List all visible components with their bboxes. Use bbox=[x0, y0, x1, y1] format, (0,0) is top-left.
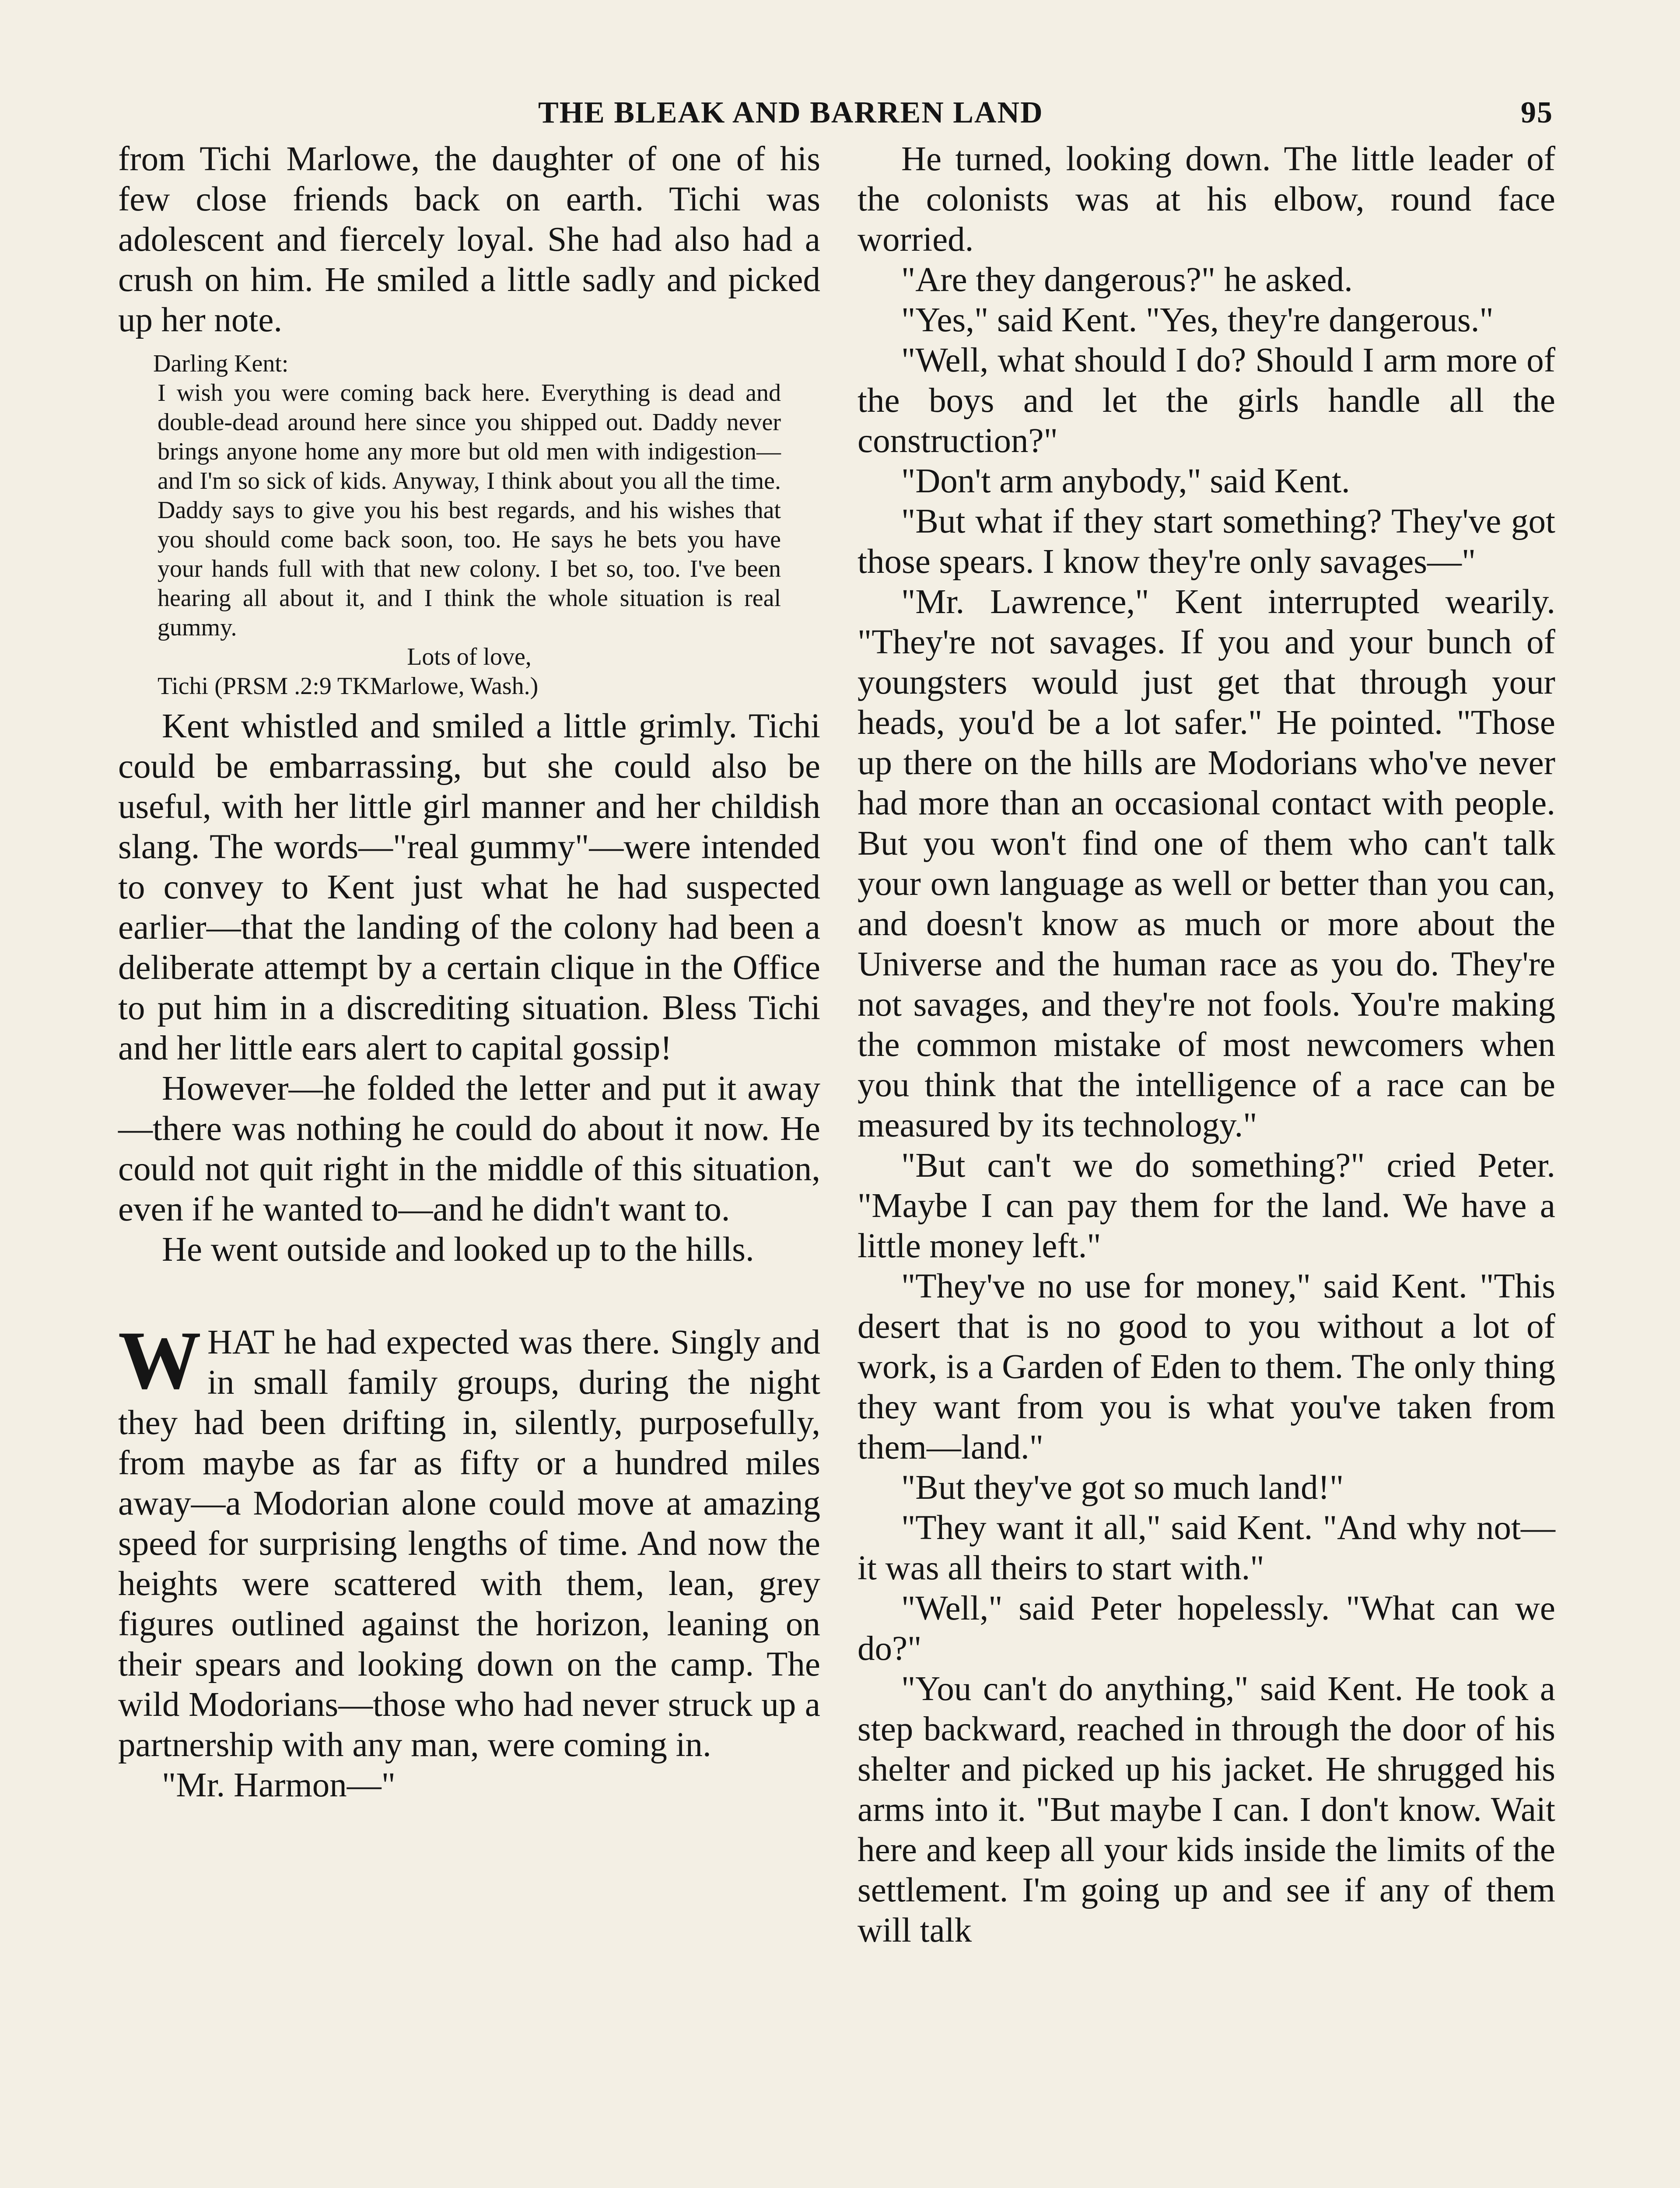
paragraph: from Tichi Marlowe, the daughter of one of his few close friends back on earth. Tichi was adolescent and fiercely loyal. She had also had a crush on him. He smiled a little sadly and picked up her note. bbox=[118, 140, 820, 339]
paragraph: "But can't we do something?" cried Peter. "Maybe I can pay them for the land. We have a little money left." bbox=[858, 1147, 1555, 1265]
letter-signature: Tichi (PRSM .2:9 TKMarlowe, Wash.) bbox=[158, 673, 539, 700]
paragraph: "Are they dangerous?" he asked. bbox=[901, 261, 1353, 299]
left-column bbox=[118, 139, 820, 2188]
right-column bbox=[858, 139, 1555, 2188]
paragraph: "But what if they start something? They've got those spears. I know they're only savages—" bbox=[858, 502, 1555, 581]
paragraph: "Mr. Lawrence," Kent interrupted wearily. "They're not savages. If you and your bunch of youngsters would just get that through your heads, you'd be a lot safer." He pointed. "Those up there on the hills are Modorians who've never had more than an occasional contact with people. But you won't find one of them who can't talk your own language as well or better than you can, and doesn't know as much or more about the Universe and the human race as you do. They're not savages, and they're not fools. You're making the common mistake of most newcomers when you think that the intelligence of a race can be measured by its technology." bbox=[858, 583, 1555, 1144]
paragraph: "They've no use for money," said Kent. "This desert that is no good to you without a lot of work, is a Garden of Eden to them. The only thing they want from you is what you've taken from them—land." bbox=[858, 1267, 1555, 1466]
page-header bbox=[538, 95, 1553, 130]
paragraph: "Don't arm anybody," said Kent. bbox=[901, 462, 1350, 500]
paragraph: "But they've got so much land!" bbox=[901, 1469, 1344, 1507]
paragraph-dropcap bbox=[118, 1315, 820, 1765]
letter-closing: Lots of love, bbox=[407, 643, 532, 670]
letter-note bbox=[153, 349, 781, 701]
paragraph: "Well," said Peter hopelessly. "What can we do?" bbox=[858, 1589, 1555, 1668]
paragraph: "You can't do anything," said Kent. He took a step backward, reached in through the door of his shelter and picked up his jacket. He shrugged his arms into it. "But maybe I can. I don't know. Wait here and keep all your kids inside the limits of the settlement. I'm going up and see if any of them will talk bbox=[858, 1670, 1555, 1950]
paragraph-text: HAT he had expected was there. Singly and in small family groups, during the night they had been drifting in, silently, purposefully, from maybe as far as fifty or a hundred miles away—a Modorian alone could move at amazing speed for surprising lengths of time. And now the heights were scattered with them, lean, grey figures outlined against the horizon, leaning on their spears and looking down on the camp. The wild Modorians—those who had never struck up a partnership with any man, were coming in. bbox=[118, 1323, 820, 1764]
paragraph: He turned, looking down. The little leader of the colonists was at his elbow, round face worried. bbox=[858, 140, 1555, 259]
paragraph: "Well, what should I do? Should I arm more of the boys and let the girls handle all the construction?" bbox=[858, 341, 1555, 460]
letter-body: I wish you were coming back here. Everything is dead and double-dead around here since you shipped out. Daddy never brings anyone home any more but old men with indigestion—and I'm so sick of kids. Anyway, I think about you all the time. Daddy says to give you his best regards, and his wishes that you should come back soon, too. He says he bets you have your hands full with that new colony. I bet so, too. I've been hearing all about it, and I think the whole situation is real gummy. bbox=[158, 379, 781, 641]
page-number: 95 bbox=[1521, 96, 1553, 130]
section-break bbox=[118, 1270, 820, 1322]
drop-cap: W bbox=[118, 1315, 201, 1406]
paragraph: He went outside and looked up to the hills. bbox=[162, 1231, 754, 1269]
paragraph: "They want it all," said Kent. "And why not—it was all theirs to start with." bbox=[858, 1509, 1555, 1587]
paragraph: Kent whistled and smiled a little grimly. Tichi could be embarrassing, but she could also be useful, with her little girl manner and her childish slang. The words—"real gummy"—were intended to convey to Kent just what he had suspected earlier—that the landing of the colony had been a deliberate attempt by a certain clique in the Office to put him in a discrediting situation. Bless Tichi and her little ears alert to capital gossip! bbox=[118, 707, 820, 1067]
letter-salutation: Darling Kent: bbox=[153, 350, 289, 377]
paragraph: "Mr. Harmon—" bbox=[162, 1766, 396, 1804]
paragraph: "Yes," said Kent. "Yes, they're dangerous." bbox=[901, 301, 1494, 339]
paragraph: However—he folded the letter and put it away—there was nothing he could do about it now. He could not quit right in the middle of this situation, even if he wanted to—and he didn't want to. bbox=[118, 1069, 820, 1228]
running-title: THE BLEAK AND BARREN LAND bbox=[538, 96, 1043, 130]
